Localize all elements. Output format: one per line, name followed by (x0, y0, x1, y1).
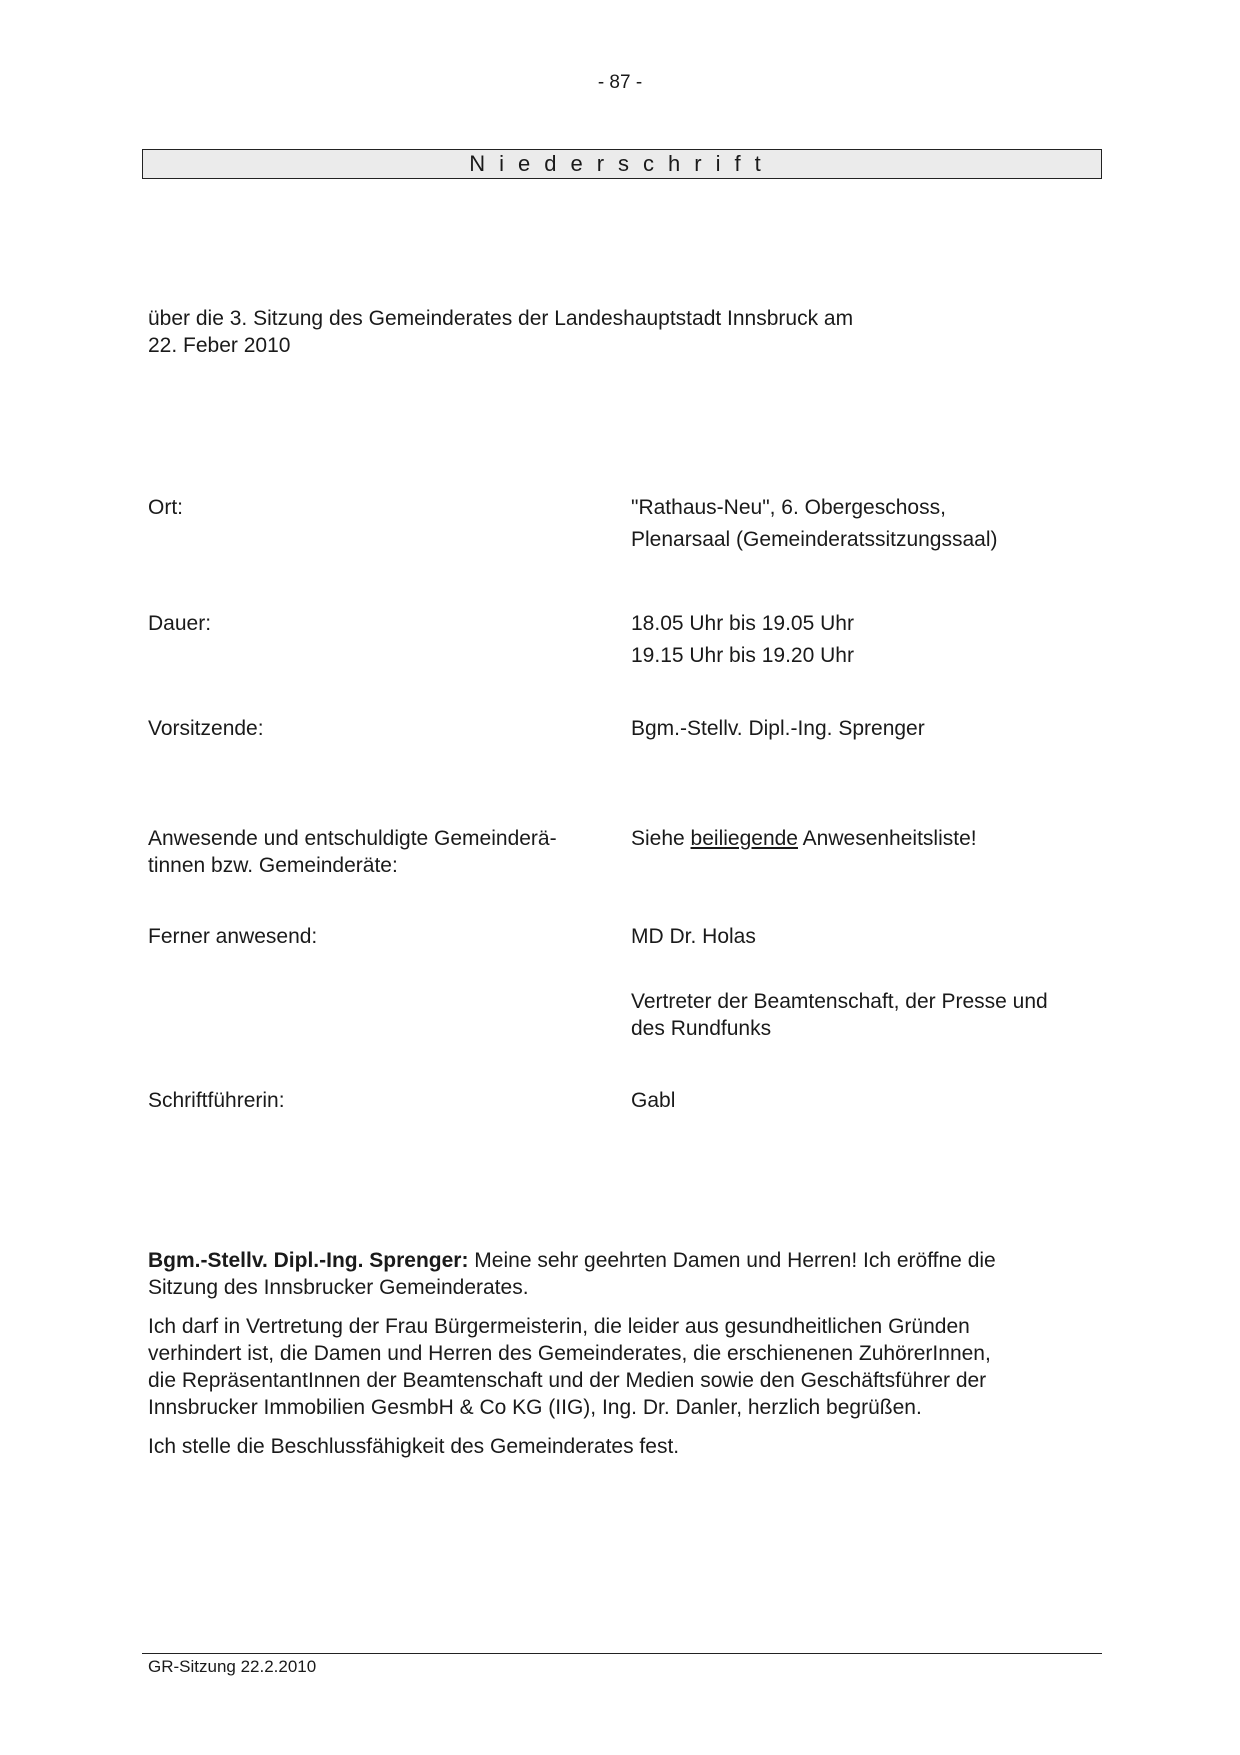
anwesende-value (631, 825, 977, 852)
paragraph-1-line-2: Sitzung des Innsbrucker Gemeinderates. (148, 1276, 529, 1299)
ort-value-line-2: Plenarsaal (Gemeinderatssitzungssaal) (631, 528, 998, 551)
paragraph-2-line-1: Ich darf in Vertretung der Frau Bürgermeisterin, die leider aus gesundheitlichen Gründen (148, 1315, 970, 1338)
vorsitzende-label: Vorsitzende: (148, 717, 264, 740)
page-number: - 87 - (597, 72, 643, 93)
schriftfuehrerin-value: Gabl (631, 1089, 676, 1112)
anwesende-value-pre: Siehe (631, 827, 691, 850)
ferner-value-2 (631, 988, 1101, 1042)
dauer-value (631, 608, 854, 672)
paragraph-3: Ich stelle die Beschlussfähigkeit des Gemeinderates fest. (148, 1435, 680, 1458)
anwesende-value-post: Anwesenheitsliste! (797, 827, 977, 850)
intro-line-2: 22. Feber 2010 (148, 334, 291, 357)
paragraph-1-line-1 (148, 1247, 1108, 1274)
paragraph-2 (148, 1313, 1108, 1421)
document-title: Niederschrift (142, 149, 1102, 179)
paragraph-2-line-2: verhindert ist, die Damen und Herren des Gemeinderates, die erschienenen ZuhörerInnen, (148, 1342, 991, 1365)
paragraph-1-line-1-rest: Meine sehr geehrten Damen und Herren! Ich eröffne die (468, 1249, 996, 1272)
ort-value-line-1: "Rathaus-Neu", 6. Obergeschoss, (631, 496, 946, 519)
dauer-label: Dauer: (148, 612, 212, 635)
ort-value (631, 492, 998, 556)
ferner-label: Ferner anwesend: (148, 925, 318, 948)
dauer-value-line-1: 18.05 Uhr bis 19.05 Uhr (631, 612, 854, 635)
anwesende-label (148, 825, 557, 879)
anwesende-value-underlined: beiliegende (690, 827, 798, 850)
ort-label: Ort: (148, 496, 183, 519)
footer-text: GR-Sitzung 22.2.2010 (148, 1657, 317, 1676)
vorsitzende-value: Bgm.-Stellv. Dipl.-Ing. Sprenger (631, 717, 925, 740)
paragraph-2-line-3: die RepräsentantInnen der Beamtenschaft und der Medien sowie den Geschäftsführer der (148, 1369, 987, 1392)
speaker-name: Bgm.-Stellv. Dipl.-Ing. Sprenger: (148, 1249, 469, 1272)
ferner-value-2-line-1: Vertreter der Beamtenschaft, der Presse und (631, 990, 1048, 1013)
anwesende-label-line-2: tinnen bzw. Gemeinderäte: (148, 854, 398, 877)
intro-text (148, 305, 853, 359)
dauer-value-line-2: 19.15 Uhr bis 19.20 Uhr (631, 644, 854, 667)
footer-divider (142, 1653, 1102, 1654)
intro-line-1: über die 3. Sitzung des Gemeinderates der Landeshauptstadt Innsbruck am (148, 307, 854, 330)
paragraph-2-line-4: Innsbrucker Immobilien GesmbH & Co KG (IIG), Ing. Dr. Danler, herzlich begrüßen. (148, 1396, 922, 1419)
anwesende-label-line-1: Anwesende und entschuldigte Gemeinderä- (148, 827, 557, 850)
ferner-value-1: MD Dr. Holas (631, 925, 756, 948)
schriftfuehrerin-label: Schriftführerin: (148, 1089, 285, 1112)
paragraph-1 (148, 1247, 1108, 1301)
ferner-value-2-line-2: des Rundfunks (631, 1017, 772, 1040)
